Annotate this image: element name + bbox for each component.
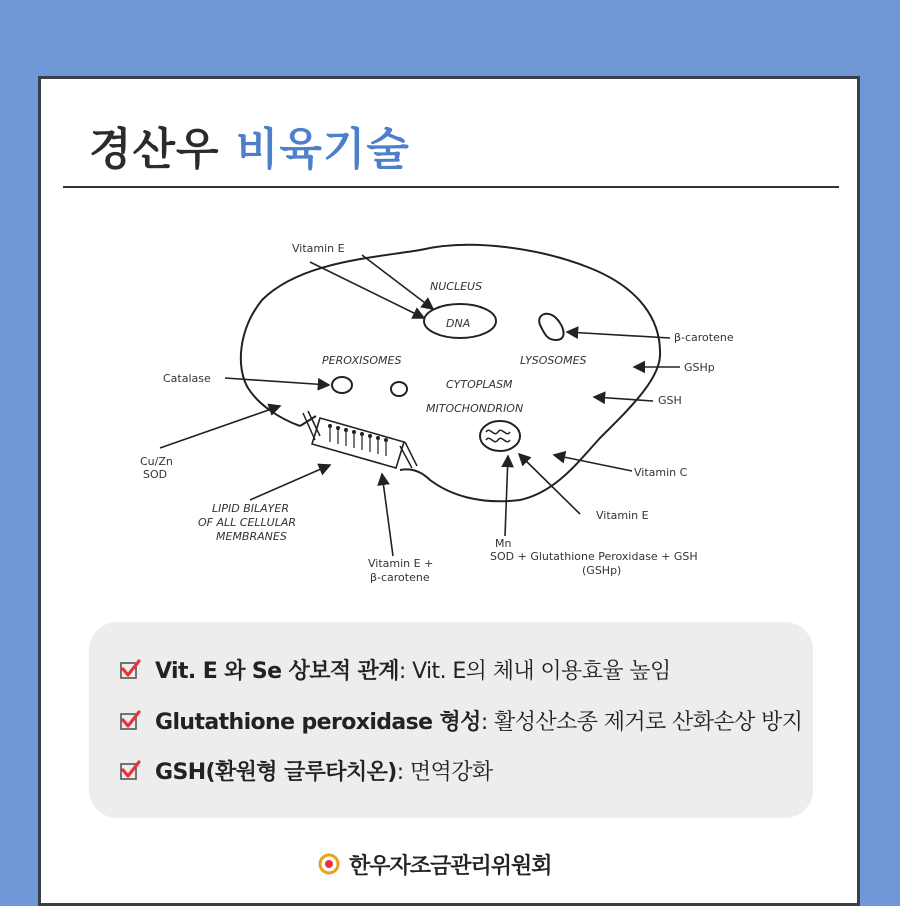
label-gshp: GSHp: [684, 361, 715, 374]
title-blue: 비육기술: [235, 124, 410, 175]
title-dark: 경산우: [89, 124, 220, 175]
label-vitamin-c: Vitamin C: [634, 466, 688, 479]
logo-text: 한우자조금관리위원회: [349, 853, 552, 879]
label-sod-equation: SOD + Glutathione Peroxidase + GSH: [490, 550, 698, 563]
summary-item-3-text: : 면역강화: [396, 759, 493, 785]
label-vitamin-e-right: Vitamin E: [596, 509, 649, 522]
label-mitochondrion: MITOCHONDRION: [426, 402, 524, 415]
label-b-carotene-right: β-carotene: [674, 331, 734, 344]
label-catalase: Catalase: [163, 372, 211, 385]
label-mn: Mn: [495, 537, 512, 550]
summary-item-1-text: : Vit. E의 체내 이용효율 높임: [398, 658, 671, 684]
peroxisome-2: [391, 382, 407, 396]
label-lysosomes: LYSOSOMES: [520, 354, 587, 367]
label-gshp-paren: (GSHp): [582, 564, 622, 577]
label-vitamin-e-top: Vitamin E: [292, 242, 345, 255]
lysosome: [539, 314, 563, 340]
label-cuzn: Cu/Zn: [140, 455, 173, 468]
label-peroxisomes: PEROXISOMES: [322, 354, 402, 367]
label-lipid-line2: OF ALL CELLULAR: [198, 516, 296, 529]
label-sod: SOD: [143, 468, 168, 481]
peroxisome-1: [332, 377, 352, 393]
label-lipid-line1: LIPID BILAYER: [212, 502, 289, 515]
summary-item-2-text: : 활성산소종 제거로 산화손상 방지: [480, 709, 803, 735]
label-cytoplasm: CYTOPLASM: [446, 378, 513, 391]
label-lipid-line3: MEMBRANES: [216, 530, 287, 543]
mitochondrion: [480, 421, 520, 451]
label-gsh: GSH: [658, 394, 682, 407]
label-b-carotene-bottom: β-carotene: [370, 571, 430, 584]
summary-item-2-bold: Glutathione peroxidase 형성: [155, 709, 481, 735]
summary-item-1-bold: Vit. E 와 Se 상보적 관계: [155, 658, 399, 684]
label-dna: DNA: [446, 317, 471, 330]
label-nucleus: NUCLEUS: [430, 280, 483, 293]
summary-item-3-bold: GSH(환원형 글루타치온): [155, 759, 397, 785]
lipid-bilayer-segment: [300, 411, 417, 468]
label-vitamin-e-plus: Vitamin E +: [368, 557, 434, 570]
